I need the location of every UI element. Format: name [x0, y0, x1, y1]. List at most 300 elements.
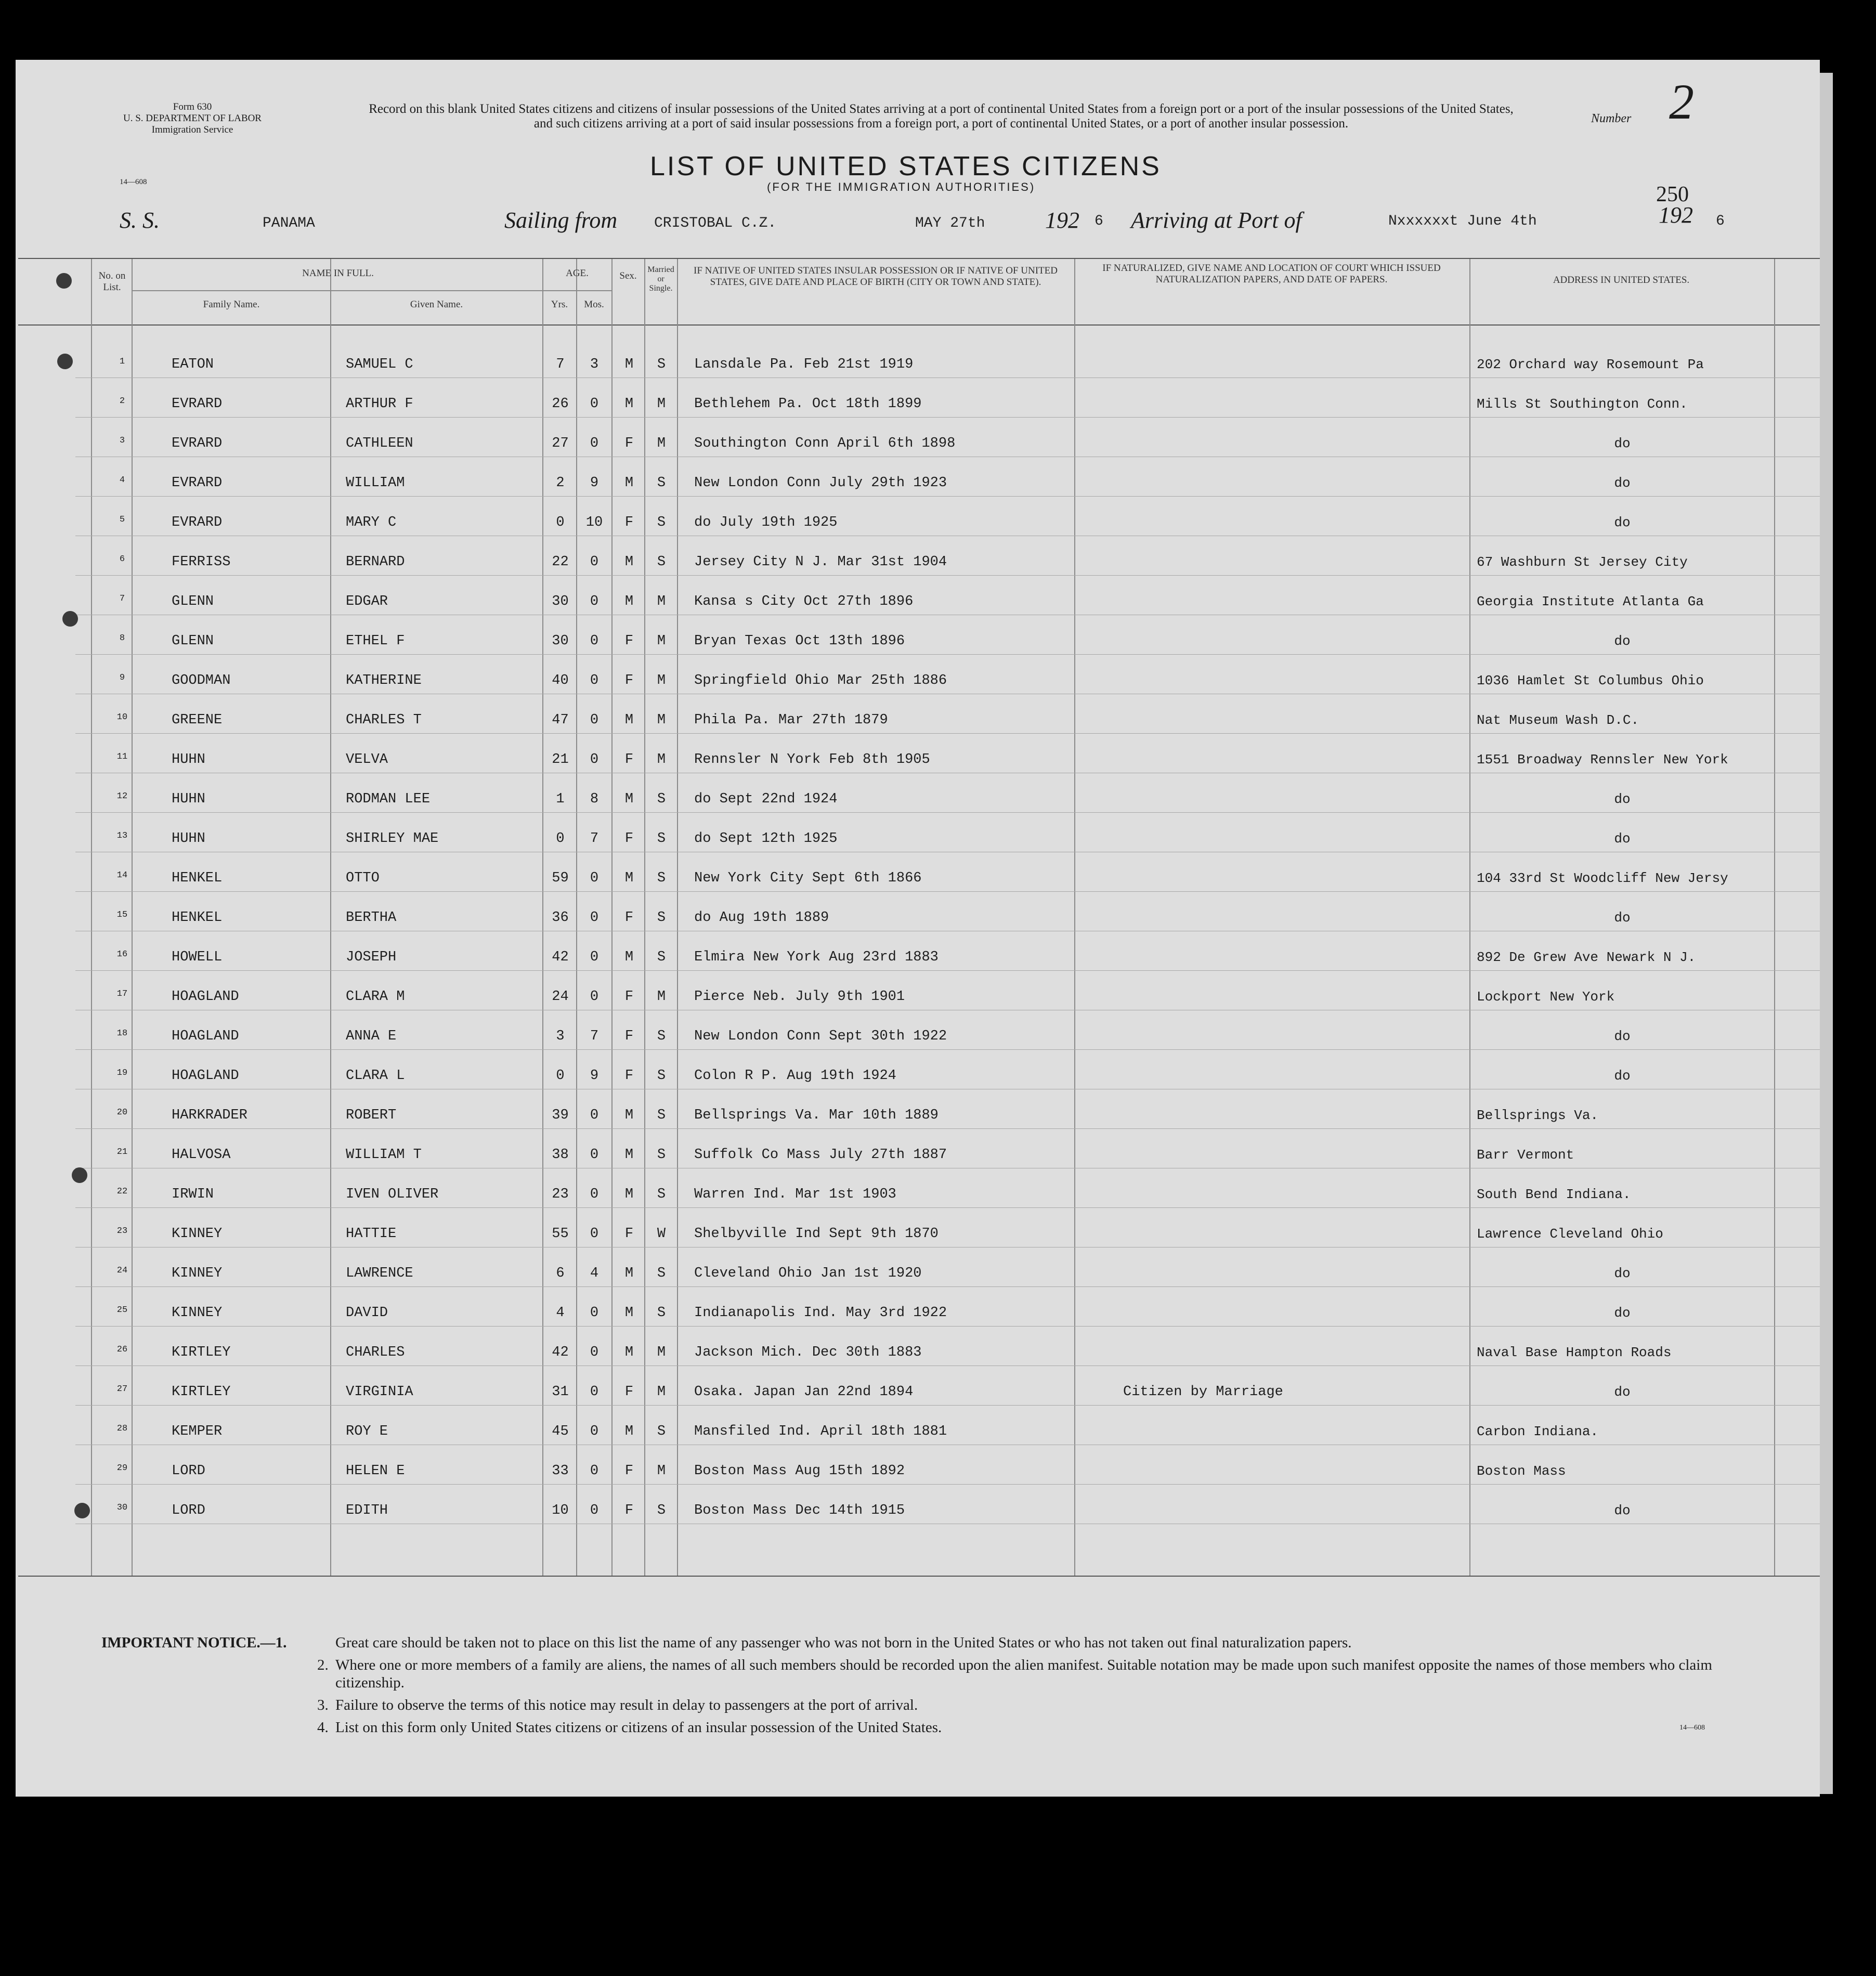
page-subtitle: (FOR THE IMMIGRATION AUTHORITIES)	[767, 180, 1036, 193]
row-number: 5	[119, 515, 125, 525]
age-months: 9	[590, 475, 599, 491]
us-address: 202 Orchard way Rosemount Pa	[1477, 357, 1704, 372]
family-name: HENKEL	[172, 870, 223, 886]
sailing-label: Sailing from	[504, 207, 618, 233]
marital-status: S	[657, 1108, 666, 1123]
notice-item-3: Failure to observe the terms of this notice may result in delay to passengers at the port of arrival.	[335, 1697, 918, 1713]
row-rule	[75, 1405, 1820, 1406]
ship-name: PANAMA	[263, 215, 315, 231]
sex: F	[624, 1029, 634, 1044]
notice-heading: IMPORTANT NOTICE.—1.	[101, 1634, 287, 1651]
us-address: 892 De Grew Ave Newark N J.	[1477, 950, 1696, 965]
notice-item-3-no: 3.	[317, 1697, 329, 1713]
marital-status: S	[657, 791, 666, 807]
sex: M	[624, 791, 634, 807]
row-number: 23	[116, 1226, 128, 1236]
given-name: ANNA E	[346, 1029, 397, 1044]
age-months: 4	[590, 1266, 599, 1281]
service: Immigration Service	[151, 124, 233, 135]
birth-place-date: New London Conn July 29th 1923	[694, 475, 947, 491]
age-years: 42	[552, 950, 569, 965]
us-address: Nat Museum Wash D.C.	[1477, 712, 1639, 728]
marital-status: M	[657, 712, 666, 728]
family-name: LORD	[172, 1463, 205, 1479]
sex: F	[624, 910, 634, 926]
us-address: Lawrence Cleveland Ohio	[1477, 1226, 1663, 1242]
table-header-rule	[18, 324, 1820, 326]
col-sex: Sex.	[619, 270, 637, 281]
row-number: 8	[119, 633, 125, 643]
sex: M	[624, 594, 634, 609]
sex: M	[624, 950, 634, 965]
birth-place-date: Lansdale Pa. Feb 21st 1919	[694, 357, 914, 372]
notice-item-4-no: 4.	[317, 1719, 329, 1736]
age-months: 3	[590, 357, 599, 372]
row-rule	[75, 575, 1820, 576]
age-months: 0	[590, 870, 599, 886]
sex: M	[624, 1108, 634, 1123]
ss-label: S. S.	[120, 207, 160, 233]
instructions: Record on this blank United States citizens and citizens of insular possessions of the United States arriving at a port of continental United States from a foreign port or a port of the insular possessions of the United States, and such citizens arriving at a port of said insular possessions from a foreign port, a port of continental United States, or a port of another insular possession.	[369, 102, 1514, 131]
birth-place-date: Boston Mass Aug 15th 1892	[694, 1463, 905, 1479]
marital-status: S	[657, 1147, 666, 1163]
page-title: LIST OF UNITED STATES CITIZENS	[650, 151, 1162, 181]
family-name: KIRTLEY	[172, 1345, 231, 1360]
us-address: do	[1614, 1266, 1631, 1281]
family-name: FERRISS	[172, 554, 231, 570]
birth-place-date: do Aug 19th 1889	[694, 910, 829, 926]
row-rule	[75, 1128, 1820, 1129]
given-name: CHARLES	[346, 1345, 405, 1360]
us-address: do	[1614, 1029, 1631, 1044]
sex: F	[624, 1463, 634, 1479]
given-name: CLARA M	[346, 989, 405, 1005]
age-years: 27	[552, 436, 569, 451]
marital-status: M	[657, 633, 666, 649]
age-months: 0	[590, 1108, 599, 1123]
row-number: 2	[119, 396, 125, 406]
family-name: GOODMAN	[172, 673, 231, 688]
birth-place-date: do July 19th 1925	[694, 515, 838, 530]
given-name: BERNARD	[346, 554, 405, 570]
row-rule	[75, 1049, 1820, 1050]
age-months: 0	[590, 436, 599, 451]
stamp-number: 250	[1656, 183, 1689, 206]
sex: M	[624, 357, 634, 372]
header-sub-rule	[132, 290, 611, 291]
birth-place-date: do Sept 12th 1925	[694, 831, 838, 847]
birth-place-date: Southington Conn April 6th 1898	[694, 436, 956, 451]
arriving-label: Arriving at Port of	[1131, 207, 1302, 233]
birth-place-date: Rennsler N York Feb 8th 1905	[694, 752, 930, 768]
sex: M	[624, 712, 634, 728]
family-name: HOAGLAND	[172, 989, 239, 1005]
sex: M	[624, 554, 634, 570]
marital-status: S	[657, 1305, 666, 1321]
given-name: SHIRLEY MAE	[346, 831, 439, 847]
age-months: 8	[590, 791, 599, 807]
sex: F	[624, 515, 634, 530]
given-name: HATTIE	[346, 1226, 397, 1242]
notice-item-2: Where one or more members of a family are aliens, the names of all such members should be recorded upon the alien manifest. Suitable notation may be made upon such manifest opposite the names of those members who claim citizenship.	[335, 1657, 1712, 1691]
row-number: 30	[116, 1503, 128, 1513]
us-address: do	[1614, 1305, 1631, 1321]
family-name: HUHN	[172, 791, 205, 807]
age-years: 7	[556, 357, 565, 372]
row-number: 14	[116, 870, 128, 880]
sex: F	[624, 831, 634, 847]
birth-place-date: New York City Sept 6th 1866	[694, 870, 922, 886]
sex: M	[624, 475, 634, 491]
manifest-sheet	[16, 60, 1820, 1797]
row-number: 18	[116, 1029, 128, 1038]
age-months: 0	[590, 1345, 599, 1360]
marital-status: M	[657, 396, 666, 412]
given-name: CHARLES T	[346, 712, 422, 728]
row-number: 25	[116, 1305, 128, 1315]
age-years: 0	[556, 831, 565, 847]
birth-place-date: Pierce Neb. July 9th 1901	[694, 989, 905, 1005]
marital-status: S	[657, 950, 666, 965]
marital-status: M	[657, 436, 666, 451]
age-months: 9	[590, 1068, 599, 1084]
age-years: 4	[556, 1305, 565, 1321]
given-name: OTTO	[346, 870, 380, 886]
table-bottom-rule	[18, 1576, 1820, 1577]
family-name: EVRARD	[172, 515, 223, 530]
form-number: Form 630	[173, 101, 212, 112]
birth-place-date: Boston Mass Dec 14th 1915	[694, 1503, 905, 1518]
birth-place-date: Warren Ind. Mar 1st 1903	[694, 1187, 896, 1202]
row-number: 6	[119, 554, 125, 564]
row-number: 24	[116, 1266, 128, 1276]
age-years: 30	[552, 633, 569, 649]
punch-hole	[62, 611, 78, 627]
age-months: 0	[590, 554, 599, 570]
marital-status: S	[657, 515, 666, 530]
row-rule	[75, 1326, 1820, 1327]
age-months: 0	[590, 989, 599, 1005]
age-years: 36	[552, 910, 569, 926]
age-months: 0	[590, 712, 599, 728]
col-name-in-full: NAME IN FULL.	[302, 268, 374, 279]
given-name: WILLIAM T	[346, 1147, 422, 1163]
row-number: 22	[116, 1187, 128, 1197]
age-months: 0	[590, 1305, 599, 1321]
marital-status: M	[657, 752, 666, 768]
given-name: ETHEL F	[346, 633, 405, 649]
age-years: 31	[552, 1384, 569, 1400]
age-years: 38	[552, 1147, 569, 1163]
age-months: 0	[590, 1187, 599, 1202]
row-number: 17	[116, 989, 128, 999]
given-name: VELVA	[346, 752, 388, 768]
given-name: IVEN OLIVER	[346, 1187, 439, 1202]
age-years: 23	[552, 1187, 569, 1202]
age-months: 0	[590, 950, 599, 965]
us-address: Bellsprings Va.	[1477, 1108, 1599, 1123]
row-number: 26	[116, 1345, 128, 1355]
row-number: 16	[116, 950, 128, 959]
family-name: KINNEY	[172, 1226, 223, 1242]
col-birth: IF NATIVE OF UNITED STATES INSULAR POSSESSION OR IF NATIVE OF UNITED STATES, GIVE DATE AND PLACE OF BIRTH (CITY OR TOWN AND STATE).	[694, 265, 1058, 288]
marital-status: M	[657, 989, 666, 1005]
col-age: AGE.	[566, 268, 589, 279]
notice-item-1: Great care should be taken not to place on this list the name of any passenger who was not born in the United States or who has not taken out final naturalization papers.	[335, 1634, 1352, 1651]
given-name: LAWRENCE	[346, 1266, 413, 1281]
port-from: CRISTOBAL C.Z.	[654, 215, 777, 231]
row-number: 20	[116, 1108, 128, 1117]
row-number: 1	[119, 357, 125, 367]
department: U. S. DEPARTMENT OF LABOR	[123, 113, 262, 124]
family-name: HARKRADER	[172, 1108, 247, 1123]
sex: F	[624, 752, 634, 768]
age-years: 55	[552, 1226, 569, 1242]
family-name: GREENE	[172, 712, 223, 728]
row-number: 3	[119, 436, 125, 446]
age-years: 6	[556, 1266, 565, 1281]
age-months: 0	[590, 1147, 599, 1163]
birth-place-date: Jersey City N J. Mar 31st 1904	[694, 554, 947, 570]
age-months: 0	[590, 1424, 599, 1439]
sex: M	[624, 1147, 634, 1163]
us-address: do	[1614, 633, 1631, 649]
age-months: 0	[590, 1463, 599, 1479]
given-name: CLARA L	[346, 1068, 405, 1084]
us-address: do	[1614, 475, 1631, 491]
col-married: Married or Single.	[647, 265, 674, 293]
row-rule	[75, 1286, 1820, 1287]
family-name: HOWELL	[172, 950, 223, 965]
us-address: Naval Base Hampton Roads	[1477, 1345, 1672, 1360]
family-name: HENKEL	[172, 910, 223, 926]
given-name: ROY E	[346, 1424, 388, 1439]
us-address: Georgia Institute Atlanta Ga	[1477, 594, 1704, 609]
family-name: EVRARD	[172, 475, 223, 491]
sail-year-prefix: 192	[1045, 207, 1079, 233]
marital-status: S	[657, 910, 666, 926]
age-months: 7	[590, 831, 599, 847]
row-number: 29	[116, 1463, 128, 1473]
row-number: 9	[119, 673, 125, 683]
notice-item-2-no: 2.	[317, 1657, 329, 1673]
marital-status: S	[657, 1424, 666, 1439]
row-number: 28	[116, 1424, 128, 1434]
given-name: KATHERINE	[346, 673, 422, 688]
row-number: 13	[116, 831, 128, 841]
col-family: Family Name.	[203, 299, 260, 310]
family-name: GLENN	[172, 633, 214, 649]
age-years: 2	[556, 475, 565, 491]
row-number: 10	[116, 712, 128, 722]
age-years: 39	[552, 1108, 569, 1123]
row-rule	[75, 733, 1820, 734]
age-months: 0	[590, 1226, 599, 1242]
us-address: do	[1614, 1503, 1631, 1518]
birth-place-date: Indianapolis Ind. May 3rd 1922	[694, 1305, 947, 1321]
sex: M	[624, 1187, 634, 1202]
given-name: RODMAN LEE	[346, 791, 431, 807]
family-name: HOAGLAND	[172, 1029, 239, 1044]
naturalization: Citizen by Marriage	[1123, 1384, 1283, 1400]
age-years: 30	[552, 594, 569, 609]
marital-status: S	[657, 1266, 666, 1281]
age-months: 7	[590, 1029, 599, 1044]
birth-place-date: Springfield Ohio Mar 25th 1886	[694, 673, 947, 688]
sex: F	[624, 633, 634, 649]
family-name: KEMPER	[172, 1424, 223, 1439]
age-months: 0	[590, 673, 599, 688]
table-top-rule	[18, 258, 1820, 259]
notice-code: 14—608	[1679, 1724, 1705, 1732]
family-name: EATON	[172, 357, 214, 372]
punch-hole	[74, 1503, 90, 1518]
marital-status: M	[657, 673, 666, 688]
col-no: No. on List.	[98, 270, 126, 293]
birth-place-date: Shelbyville Ind Sept 9th 1870	[694, 1226, 939, 1242]
given-name: DAVID	[346, 1305, 388, 1321]
sheet-edge	[1820, 73, 1833, 1794]
row-rule	[75, 417, 1820, 418]
us-address: 1036 Hamlet St Columbus Ohio	[1477, 673, 1704, 688]
sex: F	[624, 1068, 634, 1084]
birth-place-date: Bethlehem Pa. Oct 18th 1899	[694, 396, 922, 412]
age-years: 24	[552, 989, 569, 1005]
us-address: 104 33rd St Woodcliff New Jersy	[1477, 870, 1728, 886]
punch-hole	[56, 273, 72, 289]
col-yrs: Yrs.	[551, 299, 568, 310]
age-months: 0	[590, 1503, 599, 1518]
given-name: EDGAR	[346, 594, 388, 609]
us-address: Boston Mass	[1477, 1463, 1566, 1479]
age-years: 1	[556, 791, 565, 807]
punch-hole	[57, 354, 73, 369]
notice-item-4: List on this form only United States citizens or citizens of an insular possession of the United States.	[335, 1719, 942, 1736]
family-name: LORD	[172, 1503, 205, 1518]
age-years: 26	[552, 396, 569, 412]
row-rule	[75, 496, 1820, 497]
marital-status: S	[657, 357, 666, 372]
age-months: 10	[585, 515, 603, 530]
birth-place-date: Colon R P. Aug 19th 1924	[694, 1068, 896, 1084]
family-name: HALVOSA	[172, 1147, 231, 1163]
us-address: do	[1614, 1384, 1631, 1400]
us-address: do	[1614, 791, 1631, 807]
col-naturalized: IF NATURALIZED, GIVE NAME AND LOCATION OF COURT WHICH ISSUED NATURALIZATION PAPERS, AND DATE OF PAPERS.	[1102, 263, 1441, 285]
sex: M	[624, 1266, 634, 1281]
us-address: do	[1614, 831, 1631, 847]
us-address: 67 Washburn St Jersey City	[1477, 554, 1688, 570]
family-name: EVRARD	[172, 436, 223, 451]
age-years: 40	[552, 673, 569, 688]
sex: M	[624, 870, 634, 886]
us-address: Carbon Indiana.	[1477, 1424, 1599, 1439]
age-years: 45	[552, 1424, 569, 1439]
row-number: 11	[116, 752, 128, 762]
sex: M	[624, 1305, 634, 1321]
birth-place-date: Mansfiled Ind. April 18th 1881	[694, 1424, 947, 1439]
row-rule	[75, 891, 1820, 892]
marital-status: S	[657, 870, 666, 886]
sex: F	[624, 673, 634, 688]
us-address: do	[1614, 1068, 1631, 1084]
marital-status: M	[657, 594, 666, 609]
marital-status: W	[657, 1226, 666, 1242]
row-number: 15	[116, 910, 128, 920]
family-name: GLENN	[172, 594, 214, 609]
row-rule	[75, 1207, 1820, 1208]
us-address: Mills St Southington Conn.	[1477, 396, 1688, 412]
given-name: VIRGINIA	[346, 1384, 413, 1400]
sex: F	[624, 1384, 634, 1400]
birth-place-date: Elmira New York Aug 23rd 1883	[694, 950, 939, 965]
family-name: KINNEY	[172, 1305, 223, 1321]
age-years: 59	[552, 870, 569, 886]
punch-hole	[72, 1167, 87, 1183]
birth-place-date: New London Conn Sept 30th 1922	[694, 1029, 947, 1044]
marital-status: M	[657, 1384, 666, 1400]
sex: M	[624, 1424, 634, 1439]
age-months: 0	[590, 594, 599, 609]
given-name: SAMUEL C	[346, 357, 413, 372]
given-name: ARTHUR F	[346, 396, 413, 412]
marital-status: S	[657, 831, 666, 847]
form-id	[88, 101, 296, 136]
sex: F	[624, 989, 634, 1005]
row-number: 7	[119, 594, 125, 604]
sex: F	[624, 1226, 634, 1242]
given-name: EDITH	[346, 1503, 388, 1518]
given-name: ROBERT	[346, 1108, 397, 1123]
family-name: HOAGLAND	[172, 1068, 239, 1084]
row-rule	[75, 1484, 1820, 1485]
family-name: KIRTLEY	[172, 1384, 231, 1400]
age-years: 47	[552, 712, 569, 728]
age-years: 0	[556, 1068, 565, 1084]
age-months: 0	[590, 752, 599, 768]
marital-status: S	[657, 1029, 666, 1044]
age-years: 42	[552, 1345, 569, 1360]
col-address: ADDRESS IN UNITED STATES.	[1553, 275, 1690, 285]
sex: M	[624, 1345, 634, 1360]
birth-place-date: Bryan Texas Oct 13th 1896	[694, 633, 905, 649]
row-number: 21	[116, 1147, 128, 1157]
port-to: Nxxxxxxt June 4th	[1388, 213, 1537, 229]
age-years: 3	[556, 1029, 565, 1044]
birth-place-date: Cleveland Ohio Jan 1st 1920	[694, 1266, 922, 1281]
sex: F	[624, 1503, 634, 1518]
age-months: 0	[590, 910, 599, 926]
arrive-year-prefix: 192	[1659, 202, 1693, 228]
given-name: JOSEPH	[346, 950, 397, 965]
marital-status: M	[657, 1463, 666, 1479]
given-name: BERTHA	[346, 910, 397, 926]
family-name: KINNEY	[172, 1266, 223, 1281]
marital-status: S	[657, 1068, 666, 1084]
family-name: HUHN	[172, 752, 205, 768]
marital-status: S	[657, 475, 666, 491]
us-address: do	[1614, 436, 1631, 451]
row-number: 4	[119, 475, 125, 485]
birth-place-date: Phila Pa. Mar 27th 1879	[694, 712, 888, 728]
family-name: IRWIN	[172, 1187, 214, 1202]
sail-date: MAY 27th	[915, 215, 985, 231]
given-name: MARY C	[346, 515, 397, 530]
birth-place-date: Jackson Mich. Dec 30th 1883	[694, 1345, 922, 1360]
birth-place-date: Osaka. Japan Jan 22nd 1894	[694, 1384, 914, 1400]
col-given: Given Name.	[410, 299, 463, 310]
marital-status: M	[657, 1345, 666, 1360]
